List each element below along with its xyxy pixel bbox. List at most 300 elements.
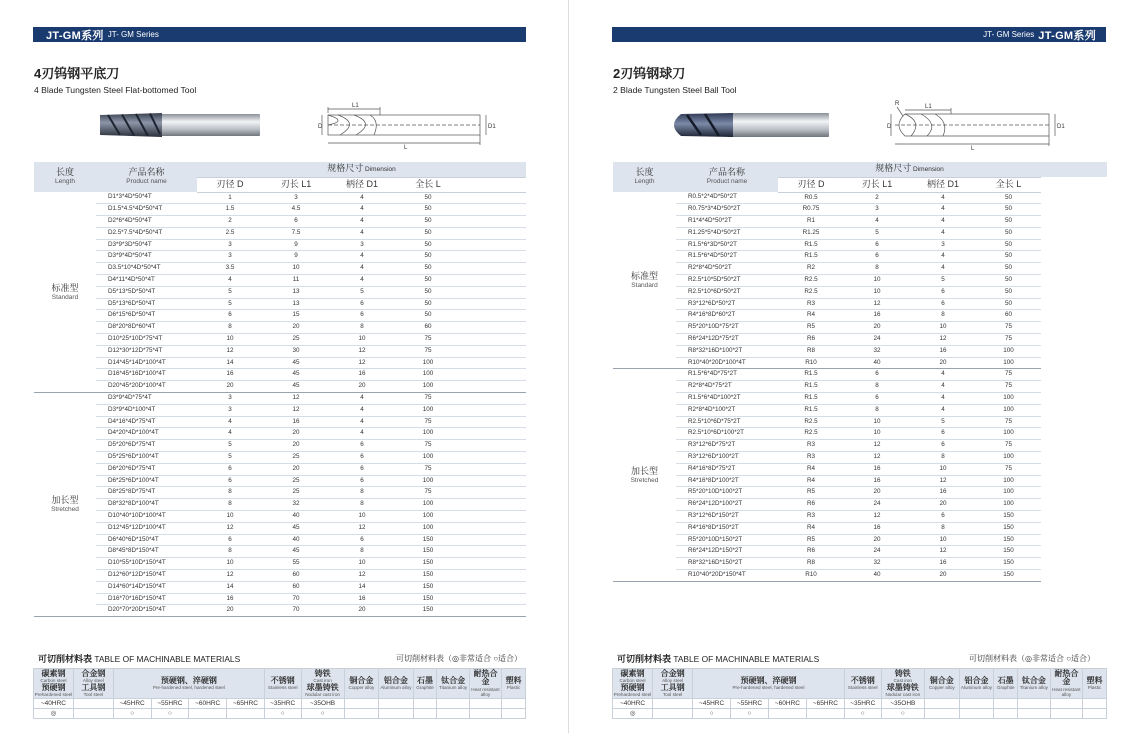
value-cell: R8: [778, 345, 844, 357]
value-cell: 75: [976, 322, 1041, 334]
value-cell: 8: [844, 381, 910, 393]
suitability-cell: [413, 709, 437, 719]
materials-header-row: [613, 669, 1107, 699]
table-row: [613, 416, 1041, 428]
value-cell: R8: [778, 558, 844, 570]
value-cell: 3: [197, 393, 263, 405]
value-cell: 9: [263, 239, 329, 251]
value-cell: 24: [844, 546, 910, 558]
value-cell: 12: [197, 570, 263, 582]
material-col-header: 铝合金 Aluminum alloy: [379, 669, 414, 699]
table-row: [613, 263, 1041, 275]
table-row: [613, 463, 1041, 475]
material-col-header: 铸铁 Cast iron 球墨铸铁 Nodular cast iron: [881, 669, 924, 699]
suitability-cell: [189, 709, 227, 719]
value-cell: 4: [844, 216, 910, 228]
empty-cell: [461, 381, 526, 393]
right-spec-table: [613, 162, 1041, 582]
table-row: [613, 393, 1041, 405]
value-cell: 75: [976, 416, 1041, 428]
table-row: [34, 310, 526, 322]
hrc-cell: ~45HRC: [113, 699, 151, 709]
value-cell: 10: [844, 286, 910, 298]
suitability-cell: ○: [301, 709, 344, 719]
left-header-bar: [33, 27, 526, 42]
value-cell: 50: [976, 298, 1041, 310]
value-cell: 100: [395, 511, 461, 523]
value-cell: 32: [263, 499, 329, 511]
suitability-cell: ◎: [613, 709, 653, 719]
empty-cell: [461, 298, 526, 310]
table-row: [34, 475, 526, 487]
suitability-cell: [1050, 709, 1082, 719]
suitability-cell: ◎: [34, 709, 74, 719]
value-cell: 4: [197, 275, 263, 287]
th-col-l-right: 全长 L: [976, 177, 1041, 192]
hrc-cell: [344, 699, 379, 709]
value-cell: 20: [329, 605, 395, 617]
value-cell: 6: [329, 452, 395, 464]
product-name-cell: R2.5*10*6D*50*2T: [676, 286, 778, 298]
right-header-tail: [1041, 162, 1107, 177]
value-cell: 50: [976, 192, 1041, 204]
value-cell: 10: [910, 534, 976, 546]
empty-cell: [461, 475, 526, 487]
material-col-header: 不锈钢 Stainless steel: [844, 669, 881, 699]
value-cell: 100: [976, 487, 1041, 499]
left-title-en: 4 Blade Tungsten Steel Flat-bottomed Tool: [34, 85, 197, 95]
table-row: [34, 499, 526, 511]
table-row: [34, 558, 526, 570]
materials-suitability-row: [34, 709, 526, 719]
value-cell: 4: [329, 204, 395, 216]
value-cell: 10: [844, 416, 910, 428]
value-cell: 100: [395, 357, 461, 369]
value-cell: 150: [976, 511, 1041, 523]
value-cell: 3: [329, 239, 395, 251]
empty-cell: [461, 605, 526, 617]
value-cell: 100: [976, 357, 1041, 369]
product-name-cell: R4*16*8D*75*2T: [676, 463, 778, 475]
empty-cell: [461, 310, 526, 322]
th-dimension: 规格尺寸 Dimension: [197, 162, 526, 177]
value-cell: 100: [395, 475, 461, 487]
right-page: [569, 0, 1138, 733]
th-col-l1: 刃长 L1: [263, 177, 329, 192]
product-name-cell: D6*15*6D*50*4T: [96, 310, 197, 322]
table-row: [613, 192, 1041, 204]
empty-cell: [461, 286, 526, 298]
value-cell: 150: [395, 558, 461, 570]
value-cell: 4: [329, 428, 395, 440]
suitability-cell: [1018, 709, 1050, 719]
table-row: [34, 404, 526, 416]
th-col-d1-right: 柄径 D1: [910, 177, 976, 192]
value-cell: 150: [976, 558, 1041, 570]
value-cell: 8: [910, 522, 976, 534]
value-cell: 50: [395, 263, 461, 275]
hrc-cell: ~65HRC: [227, 699, 265, 709]
value-cell: R5: [778, 534, 844, 546]
value-cell: 4: [197, 428, 263, 440]
value-cell: 8: [197, 322, 263, 334]
value-cell: 6: [844, 369, 910, 381]
product-name-cell: D3*9*4D*75*4T: [96, 393, 197, 405]
table-row: [34, 227, 526, 239]
product-name-cell: R5*20*10D*75*2T: [676, 322, 778, 334]
product-name-cell: D6*40*6D*150*4T: [96, 534, 197, 546]
empty-cell: [461, 357, 526, 369]
value-cell: 50: [395, 227, 461, 239]
drawing-label-d: D: [318, 124, 323, 130]
ball-end-mill-drawing: [887, 98, 1067, 152]
product-name-cell: R3*12*6D*50*2T: [676, 298, 778, 310]
table-row: [34, 546, 526, 558]
value-cell: 24: [844, 334, 910, 346]
th-col-d: 刃径 D: [197, 177, 263, 192]
material-col-header: 碳素钢 Carbon steel 预硬钢 Prehardened steel: [34, 668, 73, 698]
value-cell: 75: [395, 345, 461, 357]
empty-cell: [461, 522, 526, 534]
value-cell: 8: [844, 404, 910, 416]
material-col-header: 耐热合金 Heat resistant alloy: [1050, 669, 1082, 699]
value-cell: 12: [263, 404, 329, 416]
value-cell: 75: [976, 440, 1041, 452]
product-name-cell: R2.5*10*6D*100*2T: [676, 428, 778, 440]
table-row: [613, 404, 1041, 416]
hrc-cell: ~35OHB: [301, 699, 344, 709]
value-cell: 16: [910, 345, 976, 357]
th-product-name: 产品名称 Product name: [96, 162, 197, 192]
product-name-cell: R3*12*6D*75*2T: [676, 440, 778, 452]
value-cell: 6: [910, 286, 976, 298]
value-cell: R2: [778, 263, 844, 275]
table-row: [613, 357, 1041, 369]
hrc-cell: ~65HRC: [806, 699, 844, 709]
value-cell: 20: [263, 440, 329, 452]
value-cell: R3: [778, 298, 844, 310]
th-dimension-right: 规格尺寸 Dimension: [778, 162, 1041, 177]
product-name-cell: D14*45*14D*100*4T: [96, 357, 197, 369]
material-col-header: 石墨 Graphite: [413, 669, 437, 699]
value-cell: 40: [844, 357, 910, 369]
value-cell: 12: [329, 570, 395, 582]
value-cell: 60: [263, 570, 329, 582]
empty-cell: [461, 440, 526, 452]
value-cell: R6: [778, 499, 844, 511]
value-cell: 12: [329, 345, 395, 357]
empty-cell: [461, 334, 526, 346]
value-cell: 16: [197, 369, 263, 381]
value-cell: R1.5: [778, 393, 844, 405]
value-cell: 6: [197, 310, 263, 322]
value-cell: 8: [197, 487, 263, 499]
value-cell: 4: [329, 216, 395, 228]
empty-cell: [461, 216, 526, 228]
product-name-cell: R3*12*6D*150*2T: [676, 511, 778, 523]
value-cell: 15: [263, 310, 329, 322]
value-cell: 150: [976, 522, 1041, 534]
value-cell: 30: [263, 345, 329, 357]
value-cell: 75: [395, 440, 461, 452]
materials-hrc-row: [34, 699, 526, 709]
table-row: [613, 499, 1041, 511]
value-cell: 12: [329, 522, 395, 534]
value-cell: 2: [197, 216, 263, 228]
table-row: [613, 286, 1041, 298]
table-row: [34, 204, 526, 216]
table-row: [613, 275, 1041, 287]
empty-cell: [461, 558, 526, 570]
hrc-cell: [379, 699, 414, 709]
hrc-cell: ~45HRC: [693, 699, 731, 709]
empty-cell: [461, 275, 526, 287]
hrc-cell: [469, 699, 501, 709]
value-cell: 75: [976, 463, 1041, 475]
hrc-cell: [1083, 699, 1107, 709]
table-row: [613, 345, 1041, 357]
value-cell: 16: [329, 593, 395, 605]
table-row: [613, 227, 1041, 239]
value-cell: 9: [263, 251, 329, 263]
product-name-cell: R8*32*16D*150*2T: [676, 558, 778, 570]
hrc-cell: ~35HRC: [844, 699, 881, 709]
value-cell: 100: [976, 499, 1041, 511]
hrc-cell: ~35HRC: [264, 699, 301, 709]
ball-end-mill-photo: [667, 110, 832, 140]
value-cell: 13: [263, 298, 329, 310]
left-header-en: JT- GM Series: [107, 30, 159, 39]
material-col-header: 铝合金 Aluminum alloy: [959, 669, 994, 699]
value-cell: 12: [910, 334, 976, 346]
value-cell: 4: [910, 369, 976, 381]
value-cell: R4: [778, 522, 844, 534]
th-col-d-right: 刃径 D: [778, 177, 844, 192]
material-col-header: 耐热合金 Heat resistant alloy: [469, 669, 501, 699]
value-cell: 5: [197, 452, 263, 464]
product-name-cell: D4*16*4D*75*4T: [96, 416, 197, 428]
value-cell: 60: [263, 581, 329, 593]
value-cell: 50: [976, 216, 1041, 228]
table-row: [613, 487, 1041, 499]
value-cell: 150: [395, 534, 461, 546]
empty-cell: [461, 192, 526, 204]
material-col-header: 塑料 Plastic: [502, 669, 526, 699]
value-cell: 6: [197, 534, 263, 546]
value-cell: 50: [395, 192, 461, 204]
table-row: [34, 345, 526, 357]
value-cell: 6: [329, 310, 395, 322]
product-name-cell: D12*30*12D*75*4T: [96, 345, 197, 357]
value-cell: 45: [263, 381, 329, 393]
value-cell: R0.75: [778, 204, 844, 216]
value-cell: 8: [844, 263, 910, 275]
value-cell: 20: [197, 381, 263, 393]
value-cell: 3: [197, 239, 263, 251]
material-col-header: 合金钢 Alloy steel 工具钢 Tool steel: [73, 669, 113, 699]
value-cell: 75: [976, 334, 1041, 346]
right-title-en: 2 Blade Tungsten Steel Ball Tool: [613, 85, 737, 95]
table-row: [34, 216, 526, 228]
value-cell: 20: [263, 428, 329, 440]
value-cell: 24: [844, 499, 910, 511]
table-row: [613, 546, 1041, 558]
value-cell: 75: [395, 334, 461, 346]
value-cell: R1: [778, 216, 844, 228]
value-cell: 14: [197, 581, 263, 593]
value-cell: 100: [976, 345, 1041, 357]
th-col-l1-right: 刃长 L1: [844, 177, 910, 192]
value-cell: 70: [263, 605, 329, 617]
left-materials-title: 可切削材料表 TABLE OF MACHINABLE MATERIALS: [38, 654, 241, 664]
value-cell: 5: [329, 286, 395, 298]
empty-cell: [461, 322, 526, 334]
product-name-cell: D3*9*4D*100*4T: [96, 404, 197, 416]
empty-cell: [461, 416, 526, 428]
hrc-cell: ~35OHB: [881, 699, 924, 709]
value-cell: 4: [910, 204, 976, 216]
value-cell: 4: [910, 404, 976, 416]
value-cell: 150: [976, 534, 1041, 546]
product-name-cell: D5*25*6D*100*4T: [96, 452, 197, 464]
value-cell: 45: [263, 546, 329, 558]
product-name-cell: R4*16*8D*150*2T: [676, 522, 778, 534]
value-cell: 5: [197, 298, 263, 310]
value-cell: 150: [395, 605, 461, 617]
suitability-cell: ○: [881, 709, 924, 719]
drawing-label-l: L: [404, 145, 408, 151]
value-cell: 8: [910, 310, 976, 322]
table-row: [34, 570, 526, 582]
empty-cell: [461, 511, 526, 523]
suitability-cell: [502, 709, 526, 719]
table-row: [613, 369, 1041, 381]
empty-cell: [461, 239, 526, 251]
value-cell: R1.5: [778, 404, 844, 416]
value-cell: 7.5: [263, 227, 329, 239]
value-cell: 4: [197, 416, 263, 428]
hrc-cell: ~40HRC: [34, 699, 74, 709]
drawing-label-l1-right: L1: [925, 104, 932, 110]
value-cell: 75: [395, 463, 461, 475]
product-name-cell: D2*6*4D*50*4T: [96, 216, 197, 228]
product-name-cell: D12*60*12D*150*4T: [96, 570, 197, 582]
product-name-cell: D4*11*4D*50*4T: [96, 275, 197, 287]
right-materials-table: [612, 668, 1107, 719]
table-row: [613, 511, 1041, 523]
value-cell: 40: [263, 534, 329, 546]
table-row: [34, 275, 526, 287]
value-cell: 3: [263, 192, 329, 204]
value-cell: 50: [976, 275, 1041, 287]
table-row: [613, 440, 1041, 452]
drawing-label-l-right: L: [971, 146, 975, 152]
table-row: [34, 357, 526, 369]
value-cell: 8: [329, 322, 395, 334]
value-cell: 10: [197, 558, 263, 570]
product-name-cell: R8*32*16D*100*2T: [676, 345, 778, 357]
product-name-cell: R2.5*10*5D*50*2T: [676, 275, 778, 287]
right-header-cn: JT-GM系列: [1038, 29, 1096, 42]
product-name-cell: D5*13*6D*50*4T: [96, 298, 197, 310]
th-col-l: 全长 L: [395, 177, 461, 192]
value-cell: 12: [197, 345, 263, 357]
value-cell: 14: [197, 357, 263, 369]
value-cell: 8: [197, 546, 263, 558]
value-cell: 11: [263, 275, 329, 287]
value-cell: 20: [910, 570, 976, 582]
empty-cell: [461, 546, 526, 558]
value-cell: 150: [976, 546, 1041, 558]
value-cell: 5: [910, 275, 976, 287]
empty-cell: [461, 487, 526, 499]
value-cell: 32: [844, 345, 910, 357]
value-cell: 6: [329, 298, 395, 310]
hrc-cell: ~60HRC: [768, 699, 806, 709]
hrc-cell: [73, 699, 113, 709]
product-name-cell: R1.5*6*4D*75*2T: [676, 369, 778, 381]
material-col-header: 塑料 Plastic: [1083, 669, 1107, 699]
empty-cell: [461, 251, 526, 263]
value-cell: 50: [395, 286, 461, 298]
table-row: [34, 522, 526, 534]
value-cell: 150: [976, 570, 1041, 582]
value-cell: 6: [197, 475, 263, 487]
empty-cell: [461, 581, 526, 593]
value-cell: R2.5: [778, 275, 844, 287]
row-group-label: 标准型 Standard: [613, 192, 676, 369]
value-cell: 20: [263, 322, 329, 334]
table-row: [613, 251, 1041, 263]
left-title-cn: 4刃钨钢平底刀: [34, 66, 120, 81]
product-name-cell: D8*25*8D*75*4T: [96, 487, 197, 499]
product-name-cell: D5*20*6D*75*4T: [96, 440, 197, 452]
value-cell: 4: [910, 227, 976, 239]
value-cell: 4: [329, 263, 395, 275]
product-name-cell: D4*20*4D*100*4T: [96, 428, 197, 440]
product-name-cell: R4*16*8D*100*2T: [676, 475, 778, 487]
value-cell: 100: [976, 404, 1041, 416]
material-col-header: 钛合金 Titanium alloy: [437, 669, 469, 699]
value-cell: 25: [263, 487, 329, 499]
product-name-cell: D16*70*16D*150*4T: [96, 593, 197, 605]
value-cell: 100: [395, 452, 461, 464]
product-name-cell: R1.5*6*4D*50*2T: [676, 251, 778, 263]
value-cell: 40: [844, 570, 910, 582]
empty-cell: [461, 428, 526, 440]
value-cell: 6: [910, 298, 976, 310]
table-row: [34, 298, 526, 310]
product-name-cell: R1.25*5*4D*50*2T: [676, 227, 778, 239]
material-col-header: 预硬钢、淬硬钢 Pre-hardened steel, hardened steel: [693, 669, 845, 699]
value-cell: 14: [329, 581, 395, 593]
left-header-cn: JT-GM系列: [46, 29, 104, 42]
value-cell: 5: [910, 416, 976, 428]
th-product-name-right: 产品名称 Product name: [676, 162, 778, 192]
value-cell: 3: [910, 239, 976, 251]
table-row: [34, 452, 526, 464]
product-name-cell: R10*40*20D*150*4T: [676, 570, 778, 582]
value-cell: 16: [910, 558, 976, 570]
value-cell: 4: [910, 216, 976, 228]
th-length-right: 长度 Length: [613, 162, 676, 192]
value-cell: 60: [395, 322, 461, 334]
hrc-cell: [502, 699, 526, 709]
table-row: [34, 334, 526, 346]
value-cell: 13: [263, 286, 329, 298]
value-cell: 100: [976, 428, 1041, 440]
value-cell: 4: [910, 251, 976, 263]
